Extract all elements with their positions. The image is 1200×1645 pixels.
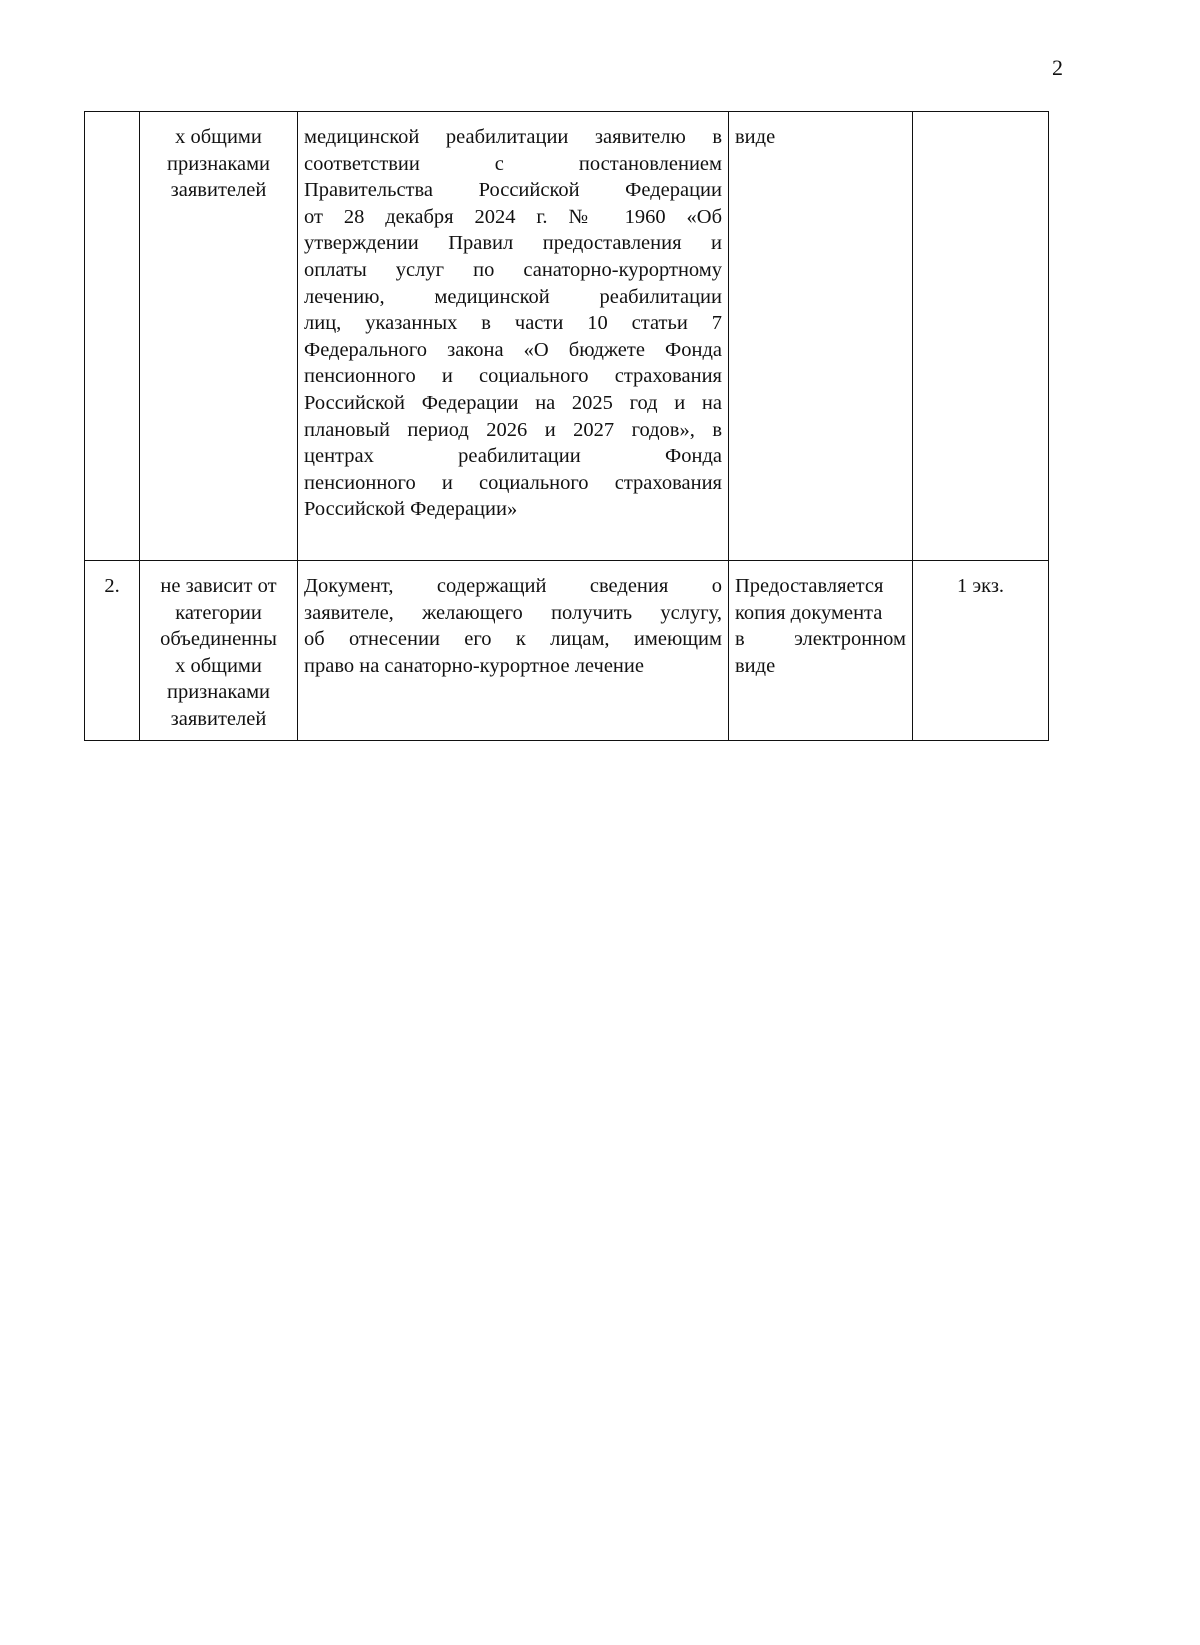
document-line: оплаты услуг по санаторно-курортному [304, 258, 722, 281]
submission-form-cell [729, 561, 913, 741]
table-row [85, 561, 1049, 741]
row-number-cell [85, 112, 140, 561]
document-line: лиц, указанных в части 10 статьи 7 [304, 312, 722, 335]
submission-form-cell [729, 112, 913, 561]
document-line: пенсионного и социального страхования [304, 471, 722, 494]
category-line: признаками [166, 681, 271, 704]
document-line: Российской Федерации на 2025 год и на [304, 391, 722, 414]
category-cell [140, 561, 298, 741]
document-line: Документ, содержащий сведения о [304, 575, 722, 597]
category-line: х общими [175, 126, 262, 148]
document-line: плановый период 2026 и 2027 годов», в [304, 418, 722, 441]
row-number-cell [85, 561, 140, 741]
document-line: право на санаторно-курортное лечение [304, 654, 644, 677]
document-line: заявителе, желающего получить услугу, [304, 601, 722, 624]
quantity-cell [913, 112, 1049, 561]
page-number: 2 [1052, 55, 1063, 80]
category-line: х общими [175, 654, 262, 677]
category-line: заявителей [170, 707, 267, 730]
document-line: Правительства Российской Федерации [304, 179, 722, 202]
document-line: центрах реабилитации Фонда [304, 445, 722, 468]
table-row [85, 112, 1049, 561]
form-line: в электронном [735, 628, 906, 651]
document-line: об отнесении его к лицам, имеющим [304, 628, 722, 651]
document-line: утверждении Правил предоставления и [304, 232, 722, 255]
document-description-cell [298, 112, 729, 561]
form-line: Предоставляется [735, 575, 884, 597]
document-line: соответствии с постановлением [304, 152, 722, 175]
row-number: 2. [104, 575, 120, 597]
document-line: пенсионного и социального страхования [304, 365, 722, 388]
category-line: не зависит от [160, 575, 277, 597]
document-line: лечению, медицинской реабилитации [304, 285, 722, 308]
category-line: заявителей [170, 179, 267, 202]
document-line: Федерального закона «О бюджете Фонда [304, 338, 722, 361]
form-line: виде [735, 654, 776, 677]
quantity-cell [913, 561, 1049, 741]
category-line: категории [175, 601, 262, 624]
quantity-value: 1 экз. [956, 575, 1005, 597]
form-line: виде [735, 126, 776, 148]
form-line: копия документа [735, 601, 883, 624]
documents-table [84, 111, 1049, 741]
category-cell [140, 112, 298, 561]
category-line: признаками [166, 152, 271, 175]
document-line: медицинской реабилитации заявителю в [304, 126, 722, 148]
document-line: Российской Федерации» [304, 498, 518, 521]
category-line: объединенны [160, 628, 277, 651]
document-description-cell [298, 561, 729, 741]
document-line: от 28 декабря 2024 г. № 1960 «Об [304, 205, 722, 228]
